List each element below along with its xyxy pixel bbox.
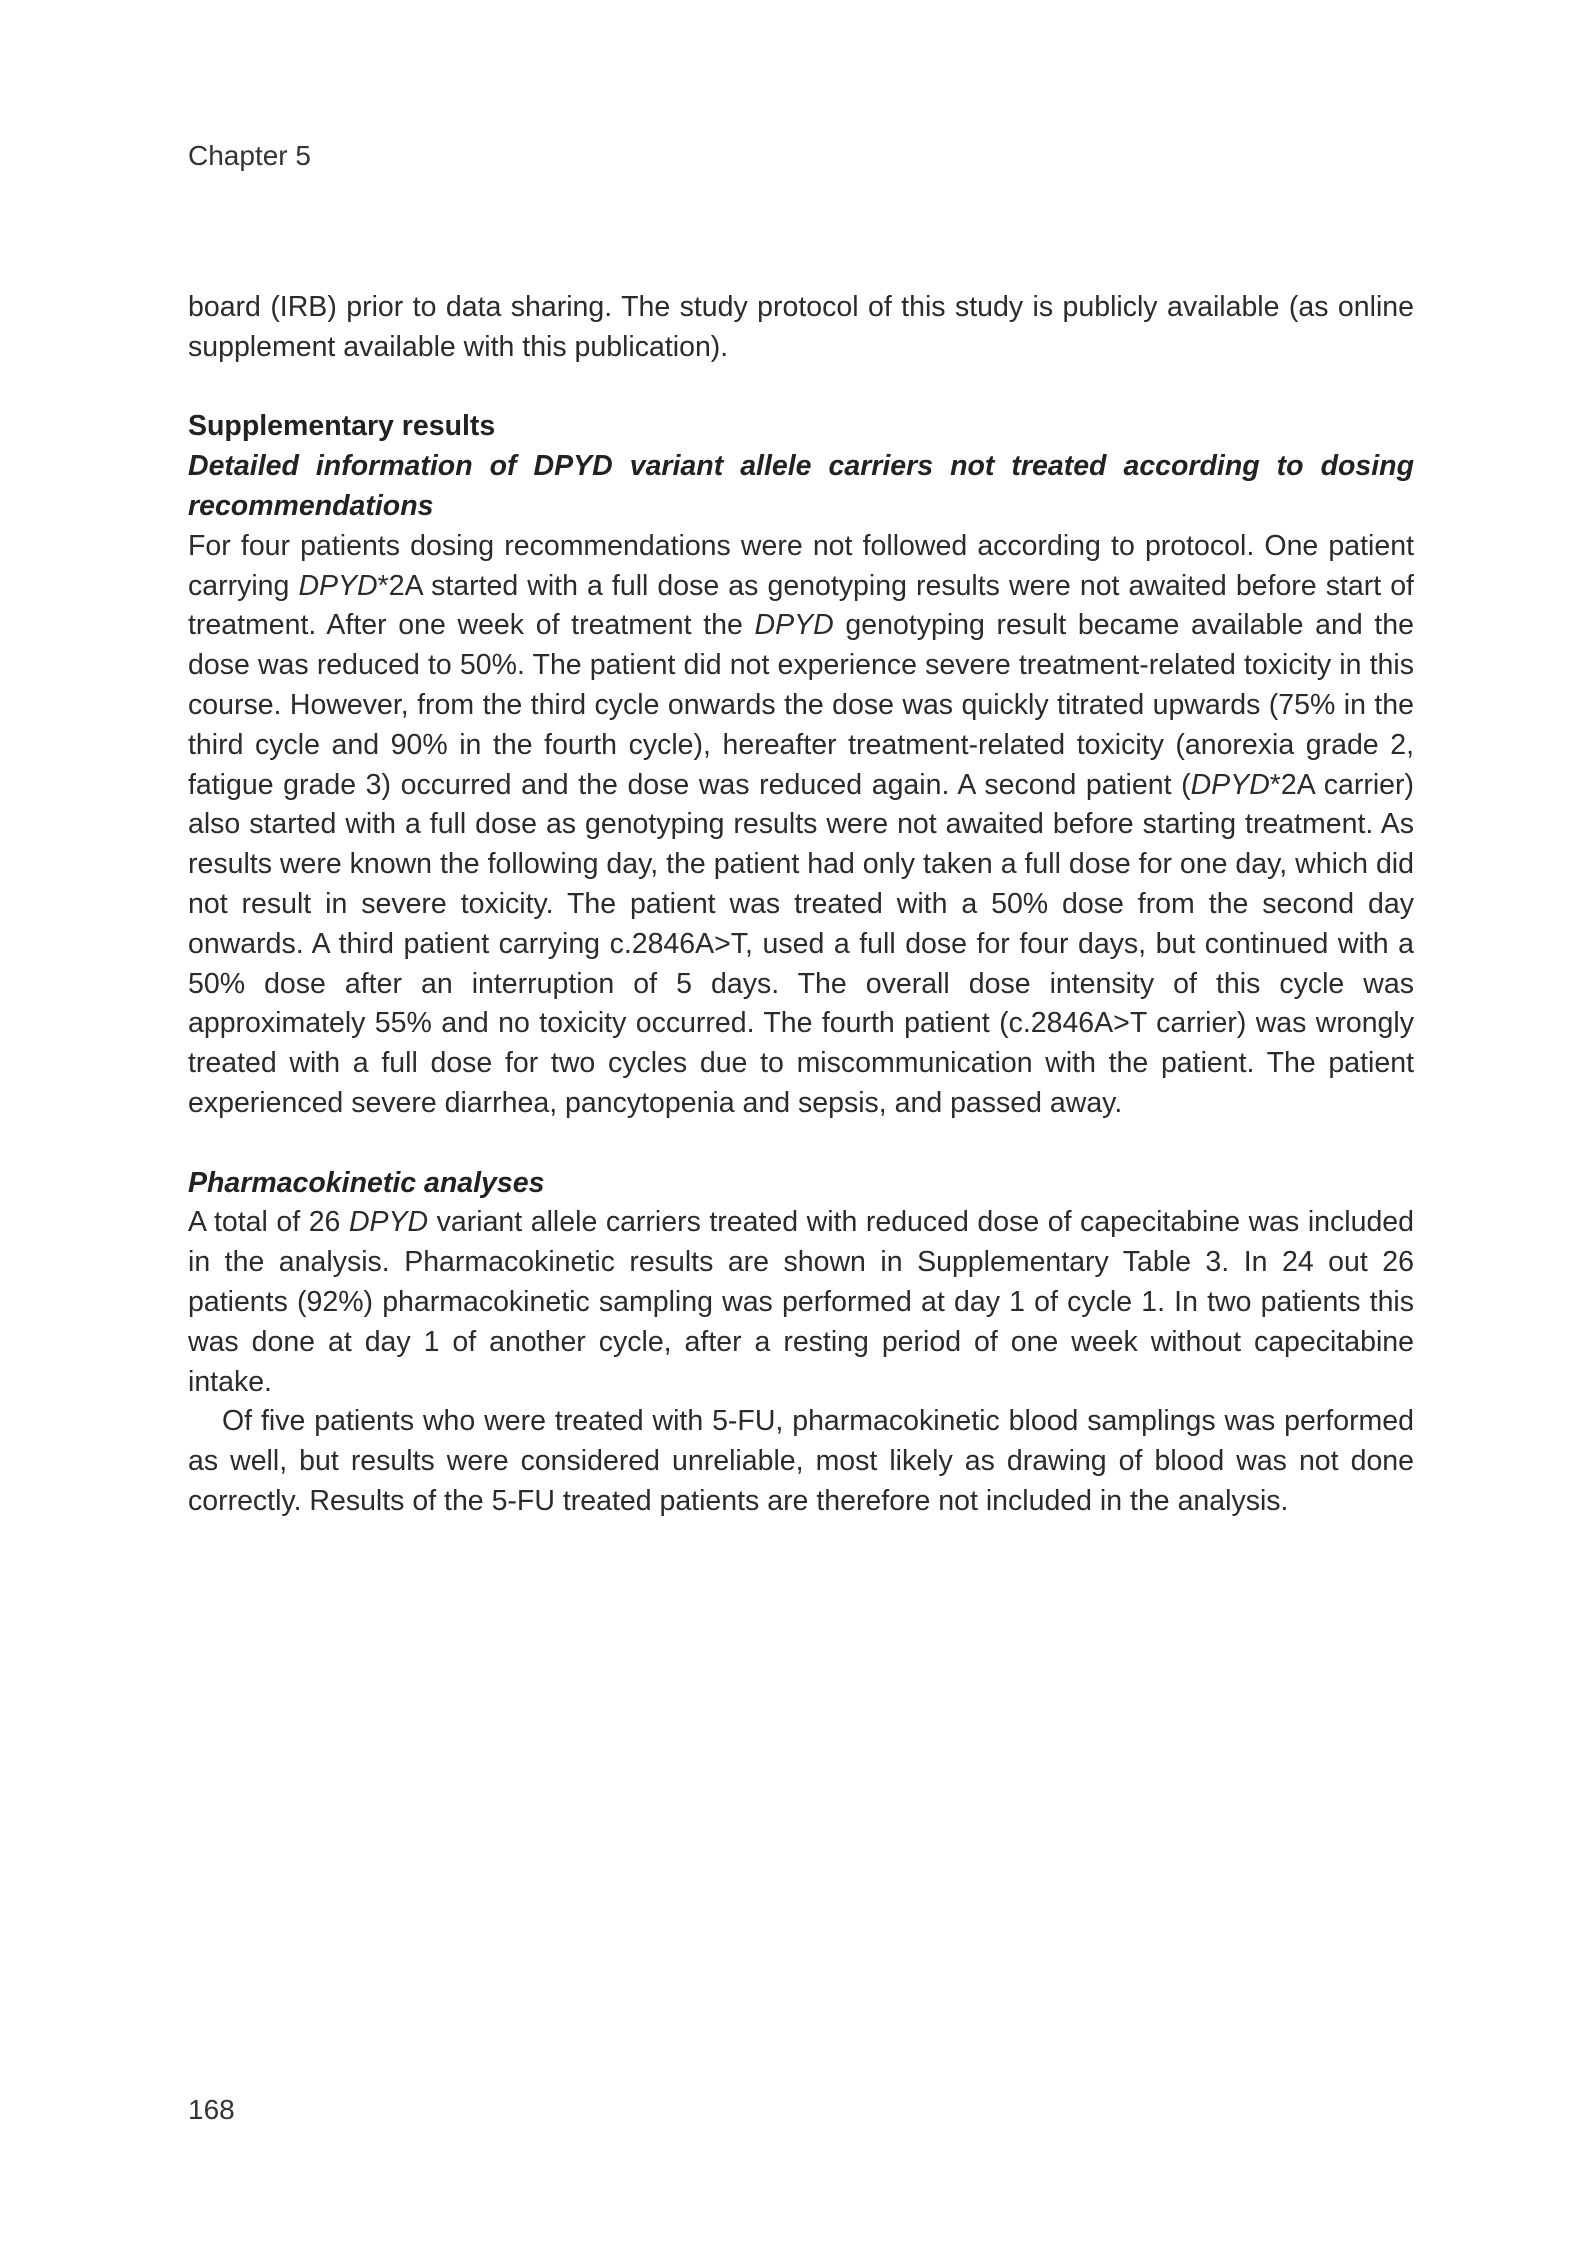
gene-name-italic: DPYD <box>754 609 834 642</box>
dpyd-carriers-paragraph <box>188 527 1414 1124</box>
subsection-heading-dpyd-carriers: Detailed information of DPYD variant allele carriers not treated according to dosing recommendations <box>188 450 1414 522</box>
subsection-heading-pharmacokinetic-analyses: Pharmacokinetic analyses <box>188 1166 545 1199</box>
text-run: genotyping result became available and the dose was reduced to 50%. The patient did not experience severe treatment-related toxicity in this course. However, from the third cycle onwards the dose was quickly titrated upwards (75% in the third cycle and 90% in the fourth cycle), hereafter treatment-related toxicity (anorexia grade 2, fatigue grade 3) occurred and the dose was reduced again. A second patient ( <box>188 609 1414 801</box>
gene-name-italic: DPYD <box>348 1206 429 1239</box>
page-number: 168 <box>188 2094 235 2125</box>
text-run: A total of 26 <box>188 1206 349 1239</box>
pharmacokinetic-paragraph-2: Of five patients who were treated with 5-FU, pharmacokinetic blood samplings was performed as well, but results were considered unreliable, most likely as drawing of blood was not done correctly. Results of the 5-FU treated patients are therefore not included in the analysis. <box>188 1405 1414 1517</box>
pharmacokinetic-paragraph-1 <box>188 1203 1414 1402</box>
gene-name-italic: DPYD <box>298 569 378 602</box>
section-heading-supplementary-results: Supplementary results <box>188 410 496 443</box>
intro-paragraph: board (IRB) prior to data sharing. The study protocol of this study is publicly available (as online supplement available with this publication). <box>188 291 1414 363</box>
running-head: Chapter 5 <box>188 140 311 171</box>
text-run: variant allele carriers treated with reduced dose of capecitabine was included in the analysis. Pharmacokinetic results are shown in Supplementary Table 3. In 24 out 26 patients (92%) pharmacokinetic sampling was performed at day 1 of cycle 1. In two patients this was done at day 1 of another cycle, after a resting period of one week without capecitabine intake. <box>188 1206 1414 1398</box>
text-run: For four patients dosing recommendations were not followed according to protocol. One patient carrying <box>188 529 1414 602</box>
spacer <box>188 1124 1414 1164</box>
page-body <box>188 288 1414 1522</box>
text-run: *2A started with a full dose as genotyping results were not awaited before start of treatment. After one week of treatment the <box>188 569 1414 642</box>
spacer <box>188 368 1414 408</box>
gene-name-italic: DPYD <box>1190 768 1270 801</box>
text-run: *2A carrier) also started with a full dose as genotyping results were not awaited before starting treatment. As results were known the following day, the patient had only taken a full dose for one day, which did not result in severe toxicity. The patient was treated with a 50% dose from the second day onwards. A third patient carrying c.2846A>T, used a full dose for four days, but continued with a 50% dose after an interruption of 5 days. The overall dose intensity of this cycle was approximately 55% and no toxicity occurred. The fourth patient (c.2846A>T carrier) was wrongly treated with a full dose for two cycles due to miscommunication with the patient. The patient experienced severe diarrhea, pancytopenia and sepsis, and passed away. <box>188 768 1415 1119</box>
